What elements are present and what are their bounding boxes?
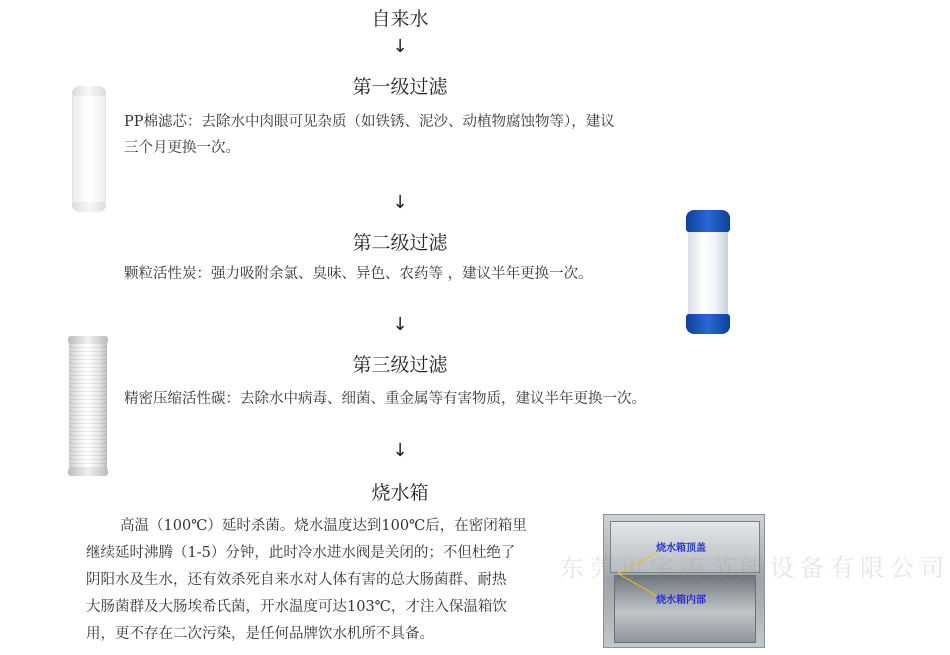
- paragraph-line: 大肠菌群及大肠埃希氏菌，开水温度可达103℃，才注入保温箱饮: [86, 599, 507, 615]
- filter-cap-top: [686, 210, 730, 232]
- filter-cap-top: [68, 336, 108, 344]
- down-arrow-icon: ↓: [392, 36, 408, 57]
- tank-interior: [614, 575, 756, 643]
- stage4-paragraph: [86, 513, 527, 648]
- stage3-title: 第三级过滤: [352, 354, 448, 376]
- carbon-block-filter-image: [69, 336, 107, 476]
- down-arrow-icon: ↓: [392, 440, 408, 461]
- source-title: 自来水: [371, 8, 429, 30]
- filter-body: [688, 232, 728, 314]
- filter-cap-top: [72, 86, 106, 96]
- company-watermark: 东莞市宇涛节能设备有限公司: [560, 554, 950, 582]
- down-arrow-icon: ↓: [392, 314, 408, 335]
- stage2-description: 颗粒活性炭：强力吸附余氯、臭味、异色、农药等 ，建议半年更换一次。: [124, 266, 593, 282]
- stage2-title: 第二级过滤: [352, 232, 448, 254]
- stage1-description-line1: PP棉滤芯：去除水中肉眼可见杂质（如铁锈、泥沙、动植物腐蚀物等），建议: [124, 114, 615, 130]
- stage1-description-line2: 三个月更换一次。: [124, 140, 240, 156]
- filter-cap-bottom: [72, 202, 106, 212]
- paragraph-line: 继续延时沸腾（1-5）分钟，此时冷水进水阀是关闭的；不但杜绝了: [86, 545, 516, 561]
- stage1-title: 第一级过滤: [352, 76, 448, 98]
- tank-lid-label: 烧水箱顶盖: [656, 543, 706, 554]
- tank-interior-label: 烧水箱内部: [656, 595, 706, 606]
- filter-cap-bottom: [686, 314, 730, 334]
- stage3-description: 精密压缩活性碳：去除水中病毒、细菌、重金属等有害物质，建议半年更换一次。: [124, 391, 646, 407]
- filter-cap-bottom: [68, 468, 108, 476]
- granular-carbon-filter-image: [686, 210, 730, 334]
- paragraph-line: 阴阳水及生水，还有效杀死自来水对人体有害的总大肠菌群、耐热: [86, 572, 507, 588]
- paragraph-line: 用，更不存在二次污染，是任何品牌饮水机所不具备。: [86, 626, 434, 642]
- down-arrow-icon: ↓: [392, 192, 408, 213]
- paragraph-line: 高温（100℃）延时杀菌。烧水温度达到100℃后，在密闭箱里: [120, 518, 527, 534]
- pp-cotton-filter-image: [72, 86, 106, 212]
- stage4-title: 烧水箱: [371, 482, 429, 504]
